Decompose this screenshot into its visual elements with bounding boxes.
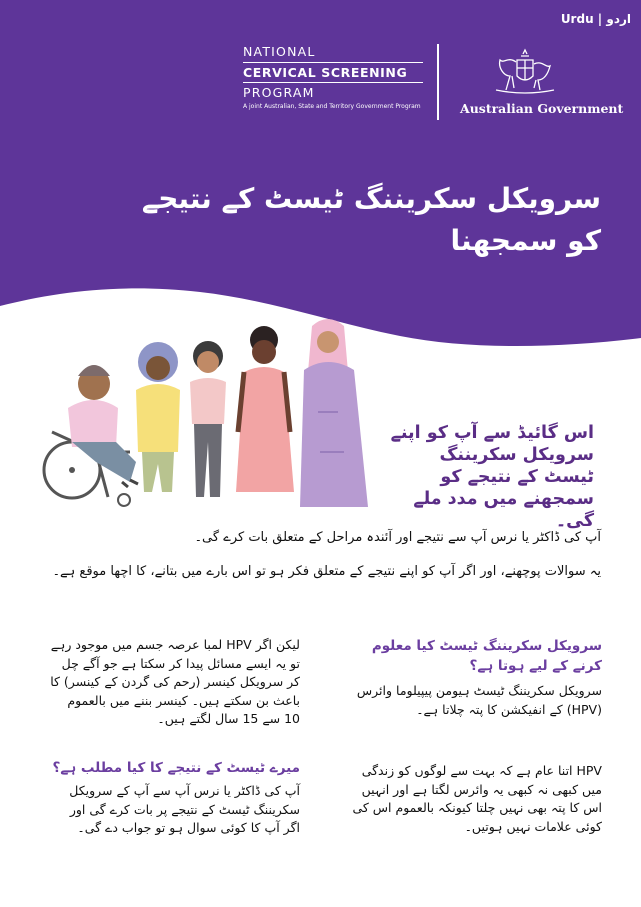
program-logo-line2: CERVICAL SCREENING <box>243 62 423 83</box>
language-label: Urdu | اردو <box>560 12 631 26</box>
left-column-paragraph-1: لیکن اگر HPV لمبا عرصہ جسم میں موجود رہے تو یہ ایسے مسائل پیدا کر سکتا ہے جو آگے چل کر سرویکل کینسر (رحم کی گردن کے کینسر) کا باعث بن سکتے ہیں۔ کینسر بننے میں بالعموم 10 سے 15 سال لگتے ہیں۔ <box>50 637 300 726</box>
paragraph-2: یہ سوالات پوچھنے، اور اگر آپ کو اپنے نتیجے کے متعلق فکر ہو تو اس بارے میں بتانے، کا اچھا موقع ہے۔ <box>52 564 601 579</box>
government-label: Australian Government <box>460 101 624 116</box>
program-logo-line3: PROGRAM <box>243 85 315 100</box>
coat-of-arms-icon <box>490 46 560 96</box>
left-column-paragraph-2: آپ کی ڈاکٹر یا نرس آپ سے آپ کے سرویکل سکریننگ ٹیسٹ کے نتیجے پر بات کرے گی اور اگر آپ کا کوئی سوال ہو تو جواب دے گی۔ <box>69 783 300 835</box>
intro-text: اس گائیڈ سے آپ کو اپنے سرویکل سکریننگ ٹیسٹ کے نتیجے کو سمجھنے میں مدد ملے گی۔ <box>390 423 594 531</box>
right-column-heading: سرویکل سکریننگ ٹیسٹ کیا معلوم کرنے کے لیے ہوتا ہے؟ <box>371 638 602 674</box>
right-column-paragraph-1: سرویکل سکریننگ ٹیسٹ ہیومن پیپیلوما وائرس (HPV) کے انفیکشن کا پتہ چلاتا ہے۔ <box>356 683 602 717</box>
left-column-heading: میرے ٹیسٹ کے نتیجے کا کیا مطلب ہے؟ <box>52 760 300 776</box>
program-logo-line1: NATIONAL <box>243 44 316 59</box>
paragraph-1: آپ کی ڈاکٹر یا نرس آپ سے نتیجے اور آئندہ مراحل کے متعلق بات کرے گی۔ <box>194 530 601 545</box>
right-column-paragraph-2: HPV اتنا عام ہے کہ بہت سے لوگوں کو زندگی میں کبھی نہ کبھی یہ وائرس لگتا ہے اور انہیں اس کا پتہ بھی نہیں چلتا کیونکہ بالعموم اس کی کوئی علامات نہیں ہوتیں۔ <box>352 763 602 834</box>
women-group-illustration <box>38 312 374 512</box>
logo-divider <box>437 44 439 120</box>
program-tagline: A joint Australian, State and Territory Government Program <box>243 103 421 110</box>
page-title: سرویکل سکریننگ ٹیسٹ کے نتیجے کو سمجھنا <box>141 182 601 257</box>
